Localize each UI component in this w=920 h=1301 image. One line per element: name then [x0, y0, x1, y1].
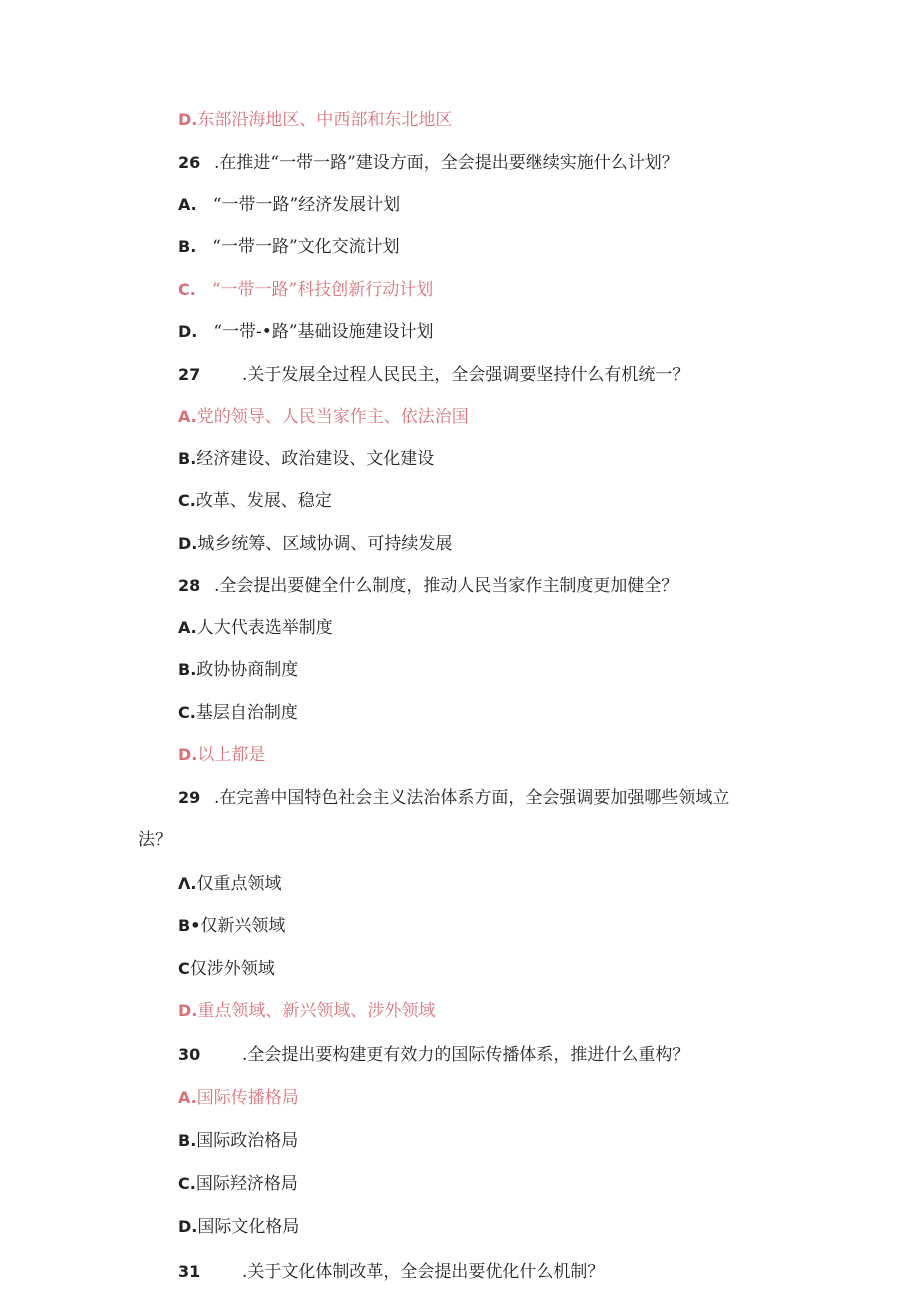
- question-text: .关于发展全过程人民民主，全会强调要坚持什么有机统一？: [242, 365, 690, 385]
- q27-option-d: [178, 533, 452, 555]
- option-text: 党的领导、人民当家作主、依法治国: [196, 407, 469, 427]
- question-27: [178, 364, 689, 386]
- q28-option-c: [178, 702, 298, 724]
- option-label: D.: [178, 534, 198, 553]
- q30-option-a: [178, 1087, 299, 1109]
- option-text: 城乡统筹、区域协调、可持续发展: [197, 534, 453, 554]
- option-text: 仅涉外领域: [189, 959, 275, 979]
- q28-option-b: [178, 659, 298, 681]
- option-text: “一带一路”科技创新行动计划: [211, 280, 434, 300]
- option-label: B.: [178, 449, 197, 468]
- option-label: D.: [178, 322, 198, 341]
- q29-option-b: [178, 915, 285, 937]
- q29-option-a: [178, 873, 281, 895]
- option-label: B.: [178, 660, 197, 679]
- question-26: [178, 152, 679, 174]
- option-text: 仅新兴领域: [200, 916, 286, 936]
- question-number: 30: [178, 1045, 201, 1064]
- q26-option-b: [178, 236, 400, 258]
- option-text: 东部沿海地区、中西部和东北地区: [197, 110, 453, 130]
- q27-option-a: [178, 406, 469, 428]
- q26-option-d: [178, 321, 434, 343]
- option-text: 仅重点领域: [196, 874, 282, 894]
- question-number: 27: [178, 365, 201, 384]
- option-text: 重点领域、新兴领域、涉外领域: [197, 1001, 436, 1021]
- option-label: Λ.: [178, 874, 197, 893]
- option-text: “一带-•路”基础设施建设计划: [213, 322, 434, 342]
- question-text: .全会提出要健全什么制度，推动人民当家作主制度更加健全？: [214, 576, 679, 596]
- question-text: .全会提出要构建更有效力的国际传播体系，推进什么重构？: [242, 1045, 690, 1065]
- option-label: B.: [178, 237, 197, 256]
- option-label: A.: [178, 1088, 197, 1107]
- option-text: 政协协商制度: [196, 660, 299, 680]
- option-text: 基层自治制度: [195, 703, 298, 723]
- q28-option-a: [178, 617, 333, 639]
- option-label: A.: [178, 195, 197, 214]
- question-text-continuation: 法？: [138, 830, 172, 850]
- option-text: 人大代表选举制度: [196, 618, 333, 638]
- q29-option-d: [178, 1000, 435, 1022]
- q30-option-c: [178, 1173, 298, 1195]
- question-text: .关于文化体制改革，全会提出要优化什么机制？: [242, 1262, 605, 1282]
- question-number: 31: [178, 1262, 201, 1281]
- option-text: 国际羟济格局: [195, 1174, 298, 1194]
- option-label: C: [178, 959, 190, 978]
- q27-option-c: [178, 490, 332, 512]
- question-29-continuation: [138, 829, 172, 851]
- q28-option-d: [178, 744, 265, 766]
- q29-option-c: [178, 958, 275, 980]
- question-31: [178, 1261, 604, 1283]
- question-29: [178, 787, 729, 809]
- option-text: 以上都是: [197, 745, 266, 765]
- option-text: 国际政治格局: [196, 1131, 299, 1151]
- question-number: 28: [178, 576, 201, 595]
- option-label: D.: [178, 1001, 198, 1020]
- option-label: C.: [178, 1174, 196, 1193]
- option-label: C.: [178, 280, 196, 299]
- question-30: [178, 1044, 689, 1066]
- q26-option-c: [178, 279, 433, 301]
- option-label: B.: [178, 1131, 197, 1150]
- option-label: A.: [178, 618, 197, 637]
- option-label: C.: [178, 703, 196, 722]
- question-number: 26: [178, 153, 201, 172]
- option-text: “一带一路”文化交流计划: [212, 237, 400, 257]
- question-text: .在完善中国特色社会主义法治体系方面，全会强调要加强哪些领域立: [214, 788, 730, 808]
- question-28: [178, 575, 678, 597]
- q26-option-a: [178, 194, 400, 216]
- option-label: D.: [178, 1217, 198, 1236]
- option-label: B•: [178, 916, 201, 935]
- q30-option-d: [178, 1216, 299, 1238]
- question-number: 29: [178, 788, 201, 807]
- option-text: “一带一路”经济发展计划: [212, 195, 401, 215]
- q30-option-b: [178, 1130, 298, 1152]
- option-text: 经济建设、政治建设、文化建设: [196, 449, 435, 469]
- q27-option-b: [178, 448, 434, 470]
- q25-option-d: [178, 109, 452, 131]
- option-label: D.: [178, 110, 198, 129]
- option-text: 国际文化格局: [197, 1217, 300, 1237]
- option-label: D.: [178, 745, 198, 764]
- option-label: A.: [178, 407, 197, 426]
- option-text: 改革、发展、稳定: [195, 491, 332, 511]
- question-text: .在推进“一带一路”建设方面，全会提出要继续实施什么计划？: [214, 153, 679, 173]
- option-text: 国际传播格局: [196, 1088, 299, 1108]
- option-label: C.: [178, 491, 196, 510]
